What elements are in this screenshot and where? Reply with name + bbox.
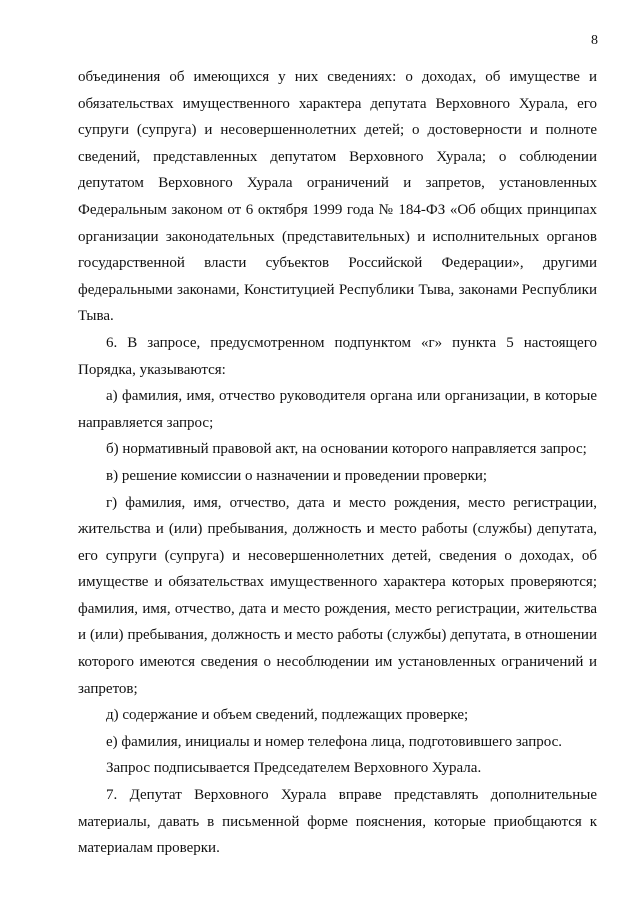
page-number: 8 xyxy=(591,33,598,48)
paragraph-subitem-d: д) содержание и объем сведений, подлежащих проверке; xyxy=(106,707,469,724)
paragraph-subitem-g: г) фамилия, имя, отчество, дата и место рождения, место регистрации, жительства и (или) пребывания, должность и место работы (службы) депутата, его супруги (супруга) и несовершеннолетних детей, сведения о доходах, об имуществе и обязательствах имущественного характера которых проверяются; фамилия, имя, отчество, дата и место рождения, место регистрации, жительства и (или) пребывания, должность и место работы (службы) депутата, в отношении которого имеются сведения о несоблюдении им установленных ограничений и запретов; xyxy=(78,494,597,697)
paragraph-subitem-b: б) нормативный правовой акт, на основании которого направляется запрос; xyxy=(106,441,587,458)
paragraph-continuation: объединения об имеющихся у них сведениях: о доходах, об имуществе и обязательствах имущественного характера депутата Верховного Хурала, его супруги (супруга) и несовершеннолетних детей; о достоверности и полноте сведений, представленных депутатом Верховного Хурала; о соблюдении депутатом Верховного Хурала ограничений и запретов, установленных Федеральным законом от 6 октября 1999 года № 184-ФЗ «Об общих принципах организации законодательных (представительных) и исполнительных органов государственной власти субъектов Российской Федерации», другими федеральными законами, Конституцией Республики Тыва, законами Республики Тыва. xyxy=(78,69,597,325)
paragraph-subitem-e: е) фамилия, инициалы и номер телефона лица, подготовившего запрос. xyxy=(106,733,563,750)
paragraph-item-6: 6. В запросе, предусмотренном подпунктом «г» пункта 5 настоящего Порядка, указываются: xyxy=(78,334,597,378)
paragraph-signature-note: Запрос подписывается Председателем Верховного Хурала. xyxy=(106,760,482,777)
document-body xyxy=(78,64,597,862)
paragraph-subitem-a: а) фамилия, имя, отчество руководителя органа или организации, в которые направляется запрос; xyxy=(78,388,597,431)
paragraph-item-7: 7. Депутат Верховного Хурала вправе представлять дополнительные материалы, давать в письменной форме пояснения, которые приобщаются к материалам проверки. xyxy=(78,787,597,857)
paragraph-subitem-v: в) решение комиссии о назначении и проведении проверки; xyxy=(106,467,488,484)
